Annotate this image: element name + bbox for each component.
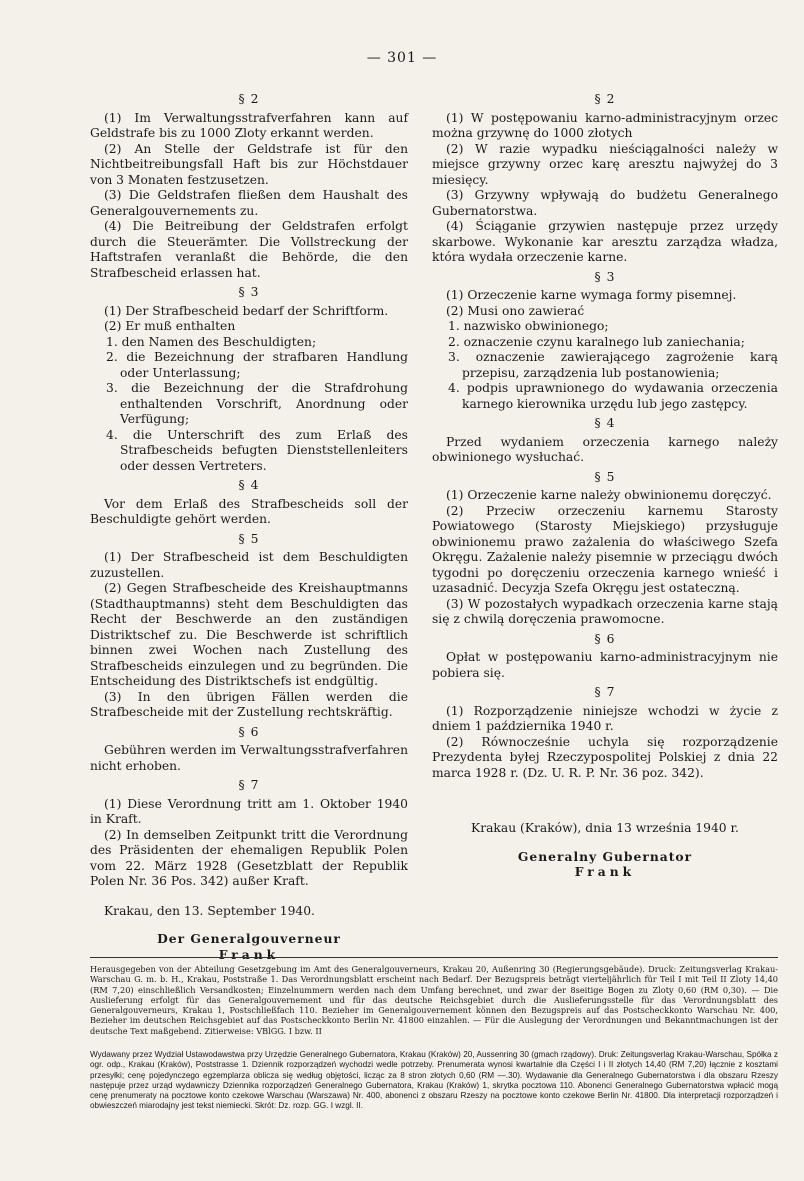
section-4-de xyxy=(90,478,408,528)
paragraph: (2) Gegen Strafbescheide des Kreishauptmanns (Stadthauptmanns) steht dem Beschuldigten das Recht der Beschwerde an den zuständigen Distriktschef zu. Die Beschwerde ist schriftlich binnen zwei Wochen nach Zustellung des Strafbescheids einzulegen und zu begründen. Die Entscheidung des Distriktschefs ist endgültig. xyxy=(90,581,408,688)
list-item: 1. nazwisko obwinionego; xyxy=(448,319,609,333)
section-title: § 4 xyxy=(238,478,260,492)
section-title: § 5 xyxy=(238,531,260,546)
footer-divider xyxy=(90,957,778,958)
section-title: § 3 xyxy=(238,285,260,299)
list-item: 1. den Namen des Beschuldigten; xyxy=(106,334,317,349)
paragraph: (3) Die Geldstrafen fließen dem Haushalt des Generalgouvernements zu. xyxy=(90,188,408,218)
paragraph: (2) W razie wypadku nieściągalności należy w miejsce grzywny orzec karę aresztu najwyżej do 3 miesięcy. xyxy=(432,141,778,187)
paragraph: (2) An Stelle der Geldstrafe ist für den Nichtbeitreibungsfall Haft bis zur Höchstdauer von 3 Monaten festzusetzen. xyxy=(90,141,408,187)
date-line: Krakau (Kraków), dnia 13 września 1940 r. xyxy=(471,821,739,835)
section-6-de xyxy=(90,725,408,775)
section-title: § 2 xyxy=(594,92,616,106)
paragraph: (1) Orzeczenie karne należy obwinionemu doręczyć. xyxy=(446,488,772,502)
paragraph: (1) Orzeczenie karne wymaga formy pisemnej. xyxy=(446,288,737,302)
paragraph: (1) Der Strafbescheid bedarf der Schriftform. xyxy=(104,303,389,318)
polish-column xyxy=(432,88,778,880)
paragraph: (2) Musi ono zawierać xyxy=(446,303,585,318)
german-column xyxy=(90,88,408,962)
section-title: § 4 xyxy=(594,416,616,430)
section-7-de xyxy=(90,778,408,890)
list-item: 2. die Bezeichnung der strafbaren Handlung oder Unterlassung; xyxy=(106,350,408,380)
paragraph: (4) Die Beitreibung der Geldstrafen erfolgt durch die Steuerämter. Die Vollstreckung der Haftstrafen veranlaßt die Behörde, die den Strafbescheid erlassen hat. xyxy=(90,219,408,280)
requirements-list xyxy=(90,335,408,475)
paragraph: (2) Przeciw orzeczeniu karnemu Starosty Powiatowego (Starosty Miejskiego) przysługuje obwinionemu prawo zażalenia do właściwego Szefa Okręgu. Zażalenie należy pisemnie w przeciągu dwóch tygodni po doręczeniu orzeczenia karnego wnieść i uzasadnić. Decyzja Szefa Okręgu jest ostateczną. xyxy=(432,503,778,595)
section-3-pl xyxy=(432,270,778,413)
list-item: 2. oznaczenie czynu karalnego lub zaniechania; xyxy=(448,334,745,349)
paragraph: (1) Im Verwaltungsstrafverfahren kann auf Geldstrafe bis zu 1000 Zloty erkannt werden. xyxy=(90,110,408,140)
section-title: § 2 xyxy=(238,92,260,106)
footer-german: Herausgegeben von der Abteilung Gesetzgebung im Amt des Generalgouverneurs, Krakau 20, Außenring 30 (Regierungsgebäude). Druck: Zeitungsverlag Krakau-Warschau G. m. b. H., Krakau, Poststraße 1. Das Verordnungsblatt erscheint nach Bedarf. Der Bezugspreis beträgt vierteljährlich für Teil I mit Teil II Zloty 14,40 (RM 7,20) einschließlich Versandkosten; Einzelnummern werden nach dem Umfang berechnet, und zwar der 8seitige Bogen zu Zloty 0,60 (RM 0,30). — Die Auslieferung erfolgt für das Generalgouvernement und für das deutsche Reichsgebiet durch die Auslieferungsstelle für das Verordnungsblatt des Generalgouverneurs, Krakau 1, Postschließfach 110. Bezieher im Generalgouvernement können den Bezugspreis auf das Postscheckkonto Warschau Nr. 400, Bezieher im deutschen Reichsgebiet auf das Postscheckkonto Berlin Nr. 41800 einzahlen. — Für die Auslegung der Verordnungen und Bekanntmachungen ist der deutsche Text maßgebend. Zitierweise: VBlGG. I bzw. II xyxy=(90,964,778,1036)
section-title: § 6 xyxy=(238,724,260,739)
paragraph: (2) In demselben Zeitpunkt tritt die Verordnung des Präsidenten der ehemaligen Republik Polen vom 22. März 1928 (Gesetzblatt der Republik Polen Nr. 36 Pos. 342) außer Kraft. xyxy=(90,827,408,888)
paragraph: (3) In den übrigen Fällen werden die Strafbescheide mit der Zustellung rechtskräftig. xyxy=(90,689,408,719)
section-title: § 5 xyxy=(594,469,616,484)
section-3-de xyxy=(90,285,408,474)
paragraph: (1) Der Strafbescheid ist dem Beschuldigten zuzustellen. xyxy=(90,550,408,580)
section-title: § 7 xyxy=(594,685,616,699)
section-5-pl xyxy=(432,470,778,628)
paragraph: (3) Grzywny wpływają do budżetu Generalnego Gubernatorstwa. xyxy=(432,188,778,218)
section-title: § 3 xyxy=(594,269,616,284)
paragraph: (1) Diese Verordnung tritt am 1. Oktober 1940 in Kraft. xyxy=(90,796,408,826)
section-5-de xyxy=(90,532,408,721)
page-number: — 301 — xyxy=(366,50,438,66)
paragraph: (4) Ściąganie grzywien następuje przez urzędy skarbowe. Wykonanie kar aresztu zarządza władza, która wydała orzeczenie karne. xyxy=(432,219,778,264)
paragraph: Gebühren werden im Verwaltungsstrafverfahren nicht erhoben. xyxy=(90,743,408,773)
requirements-list xyxy=(432,319,778,412)
section-7-pl xyxy=(432,685,778,781)
paragraph: (2) Er muß enthalten xyxy=(104,319,236,333)
signature-title: Generalny Gubernator xyxy=(517,848,693,864)
signature-name: Frank xyxy=(218,946,280,962)
paragraph: Vor dem Erlaß des Strafbescheids soll der Beschuldigte gehört werden. xyxy=(90,496,408,526)
paragraph: Opłat w postępowaniu karno-administracyjnym nie pobiera się. xyxy=(432,650,778,680)
section-2-pl xyxy=(432,92,778,266)
section-2-de xyxy=(90,92,408,281)
section-title: § 7 xyxy=(238,778,260,792)
date-line: Krakau, den 13. September 1940. xyxy=(104,903,315,918)
signature-name: Frank xyxy=(574,864,636,879)
section-6-pl xyxy=(432,632,778,682)
list-item: 4. die Unterschrift des zum Erlaß des Strafbescheids befugten Dienststellenleiters oder dessen Vertreters. xyxy=(106,427,408,473)
paragraph: (1) W postępowaniu karno-administracyjnym orzec można grzywnę do 1000 złotych xyxy=(432,110,778,140)
list-item: 3. oznaczenie zawierającego zagrożenie karą przepisu, zarządzenia lub postanowienia; xyxy=(448,350,778,380)
list-item: 4. podpis uprawnionego do wydawania orzeczenia karnego kierownika urzędu lub jego zastępcy. xyxy=(448,381,778,411)
footer-polish: Wydawany przez Wydział Ustawodawstwa przy Urzędzie Generalnego Gubernatora, Krakau (Kraków) 20, Aussenring 30 (gmach rządowy). Druk: Zeitungsverlag Krakau-Warschau, Spółka z ogr. odp., Krakau (Kraków), Poststrasse 1. Dziennik rozporządzeń wychodzi wedle potrzeby. Prenumerata wynosi kwartalnie dla Części I i II złotych 14,40 (RM 7,20) łącznie z kosztami przesyłki; cenę pojedynczego egzemplarza oblicza się według objętości, licząc za 8 stron złotych 0,60 (RM —.30). Wydawanie dla Generalnego Gubernatorstwa i dla obszaru Rzeszy następuje przez urząd wydawniczy Dziennika rozporządzeń Generalnego Gubernatora, Krakau (Kraków) 1, skrytka pocztowa 110. Abonenci Generalnego Gubernatorstwa wpłacić mogą cenę prenumeraty na pocztowe konto czekowe Warschau (Warszawa) Nr. 400, abonenci z obszaru Rzeszy na pocztowe konto czekowe Berlin Nr. 41800. Dla interpretacji rozporządzeń i obwieszczeń miarodajny jest tekst niemiecki. Skrót: Dz. rozp. GG. I wzgl. II. xyxy=(90,1050,778,1111)
paragraph: (2) Równocześnie uchyla się rozporządzenie Prezydenta byłej Rzeczypospolitej Polskiej z dnia 22 marca 1928 r. (Dz. U. R. P. Nr. 36 poz. 342). xyxy=(432,734,778,780)
section-4-pl xyxy=(432,416,778,466)
section-title: § 6 xyxy=(594,631,616,646)
paragraph: (1) Rozporządzenie niniejsze wchodzi w życie z dniem 1 października 1940 r. xyxy=(432,703,778,733)
signature-title: Der Generalgouverneur xyxy=(157,931,341,946)
paragraph: (3) W pozostałych wypadkach orzeczenia karne stają się z chwilą doręczenia prawomocne. xyxy=(432,596,778,626)
paragraph: Przed wydaniem orzeczenia karnego należy obwinionego wysłuchać. xyxy=(432,434,778,464)
list-item: 3. die Bezeichnung der die Strafdrohung enthaltenden Vorschrift, Anordnung oder Verfügung; xyxy=(106,381,408,426)
